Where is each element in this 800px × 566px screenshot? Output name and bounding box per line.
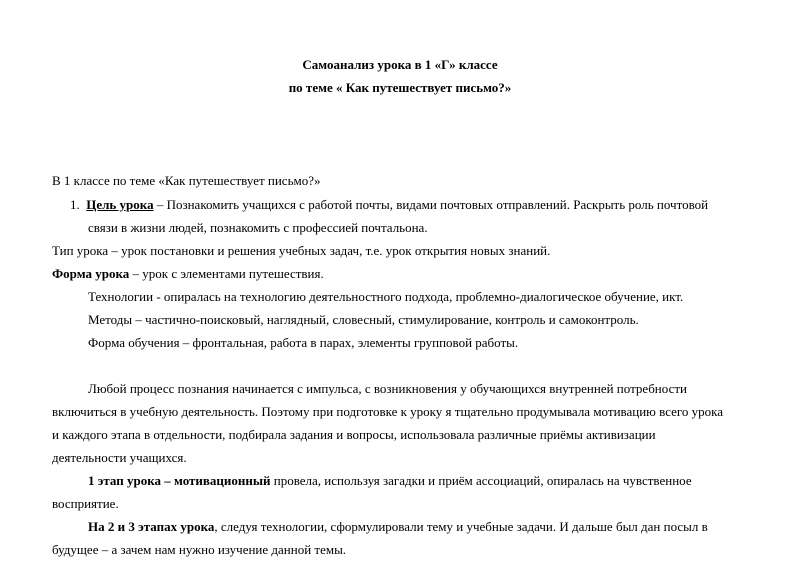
goal-text: – Познакомить учащихся с работой почты, видами почтовых отправлений. Раскрыть роль почтовой — [153, 197, 709, 212]
document-title-line-2: по теме « Как путешествует письмо?» — [288, 80, 512, 95]
lesson-type-line: Тип урока – урок постановки и решения учебных задач, т.е. урок открытия новых знаний. — [52, 243, 551, 258]
methods-line: Методы – частично-поисковый, наглядный, словесный, стимулирование, контроль и самоконтроль. — [88, 312, 639, 327]
lesson-form-line — [52, 266, 324, 282]
document-title-line-1: Самоанализ урока в 1 «Г» классе — [302, 57, 498, 72]
stage-1-label: 1 этап урока – мотивационный — [88, 473, 271, 488]
stage-1-text: провела, используя загадки и приём ассоциаций, опиралась на чувственное — [270, 473, 692, 488]
paragraph-1-line-3: и каждого этапа в отдельности, подбирала задания и вопросы, использовала различные приёмы активизации — [52, 427, 656, 442]
technologies-line: Технологии - опиралась на технологию деятельностного подхода, проблемно-диалогическое обучение, икт. — [88, 289, 684, 304]
stage-1-line-2: восприятие. — [52, 496, 119, 511]
lesson-form-text: – урок с элементами путешествия. — [129, 266, 324, 281]
stage-1-line-1 — [88, 473, 692, 489]
goal-number: 1. — [70, 197, 80, 212]
goal-line-1 — [70, 197, 708, 213]
paragraph-1-line-4: деятельности учащихся. — [52, 450, 187, 465]
lesson-form-label: Форма урока — [52, 266, 130, 281]
goal-label: Цель урока — [86, 197, 154, 212]
stage-2-3-line-2: будущее – а зачем нам нужно изучение данной темы. — [52, 542, 347, 557]
stage-2-3-line-1 — [88, 519, 708, 535]
intro-line: В 1 классе по теме «Как путешествует письмо?» — [52, 173, 321, 188]
paragraph-1-line-2: включиться в учебную деятельность. Поэтому при подготовке к уроку я тщательно продумывала мотивацию всего урока — [52, 404, 724, 419]
paragraph-1-line-1: Любой процесс познания начинается с импульса, с возникновения у обучающихся внутренней потребности — [88, 381, 687, 396]
stage-2-3-label: На 2 и 3 этапах урока — [88, 519, 215, 534]
learning-form-line: Форма обучения – фронтальная, работа в парах, элементы групповой работы. — [88, 335, 519, 350]
stage-2-3-text: , следуя технологии, сформулировали тему и учебные задачи. И дальше был дан посыл в — [214, 519, 708, 534]
goal-line-2: связи в жизни людей, познакомить с профессией почтальона. — [88, 220, 428, 235]
